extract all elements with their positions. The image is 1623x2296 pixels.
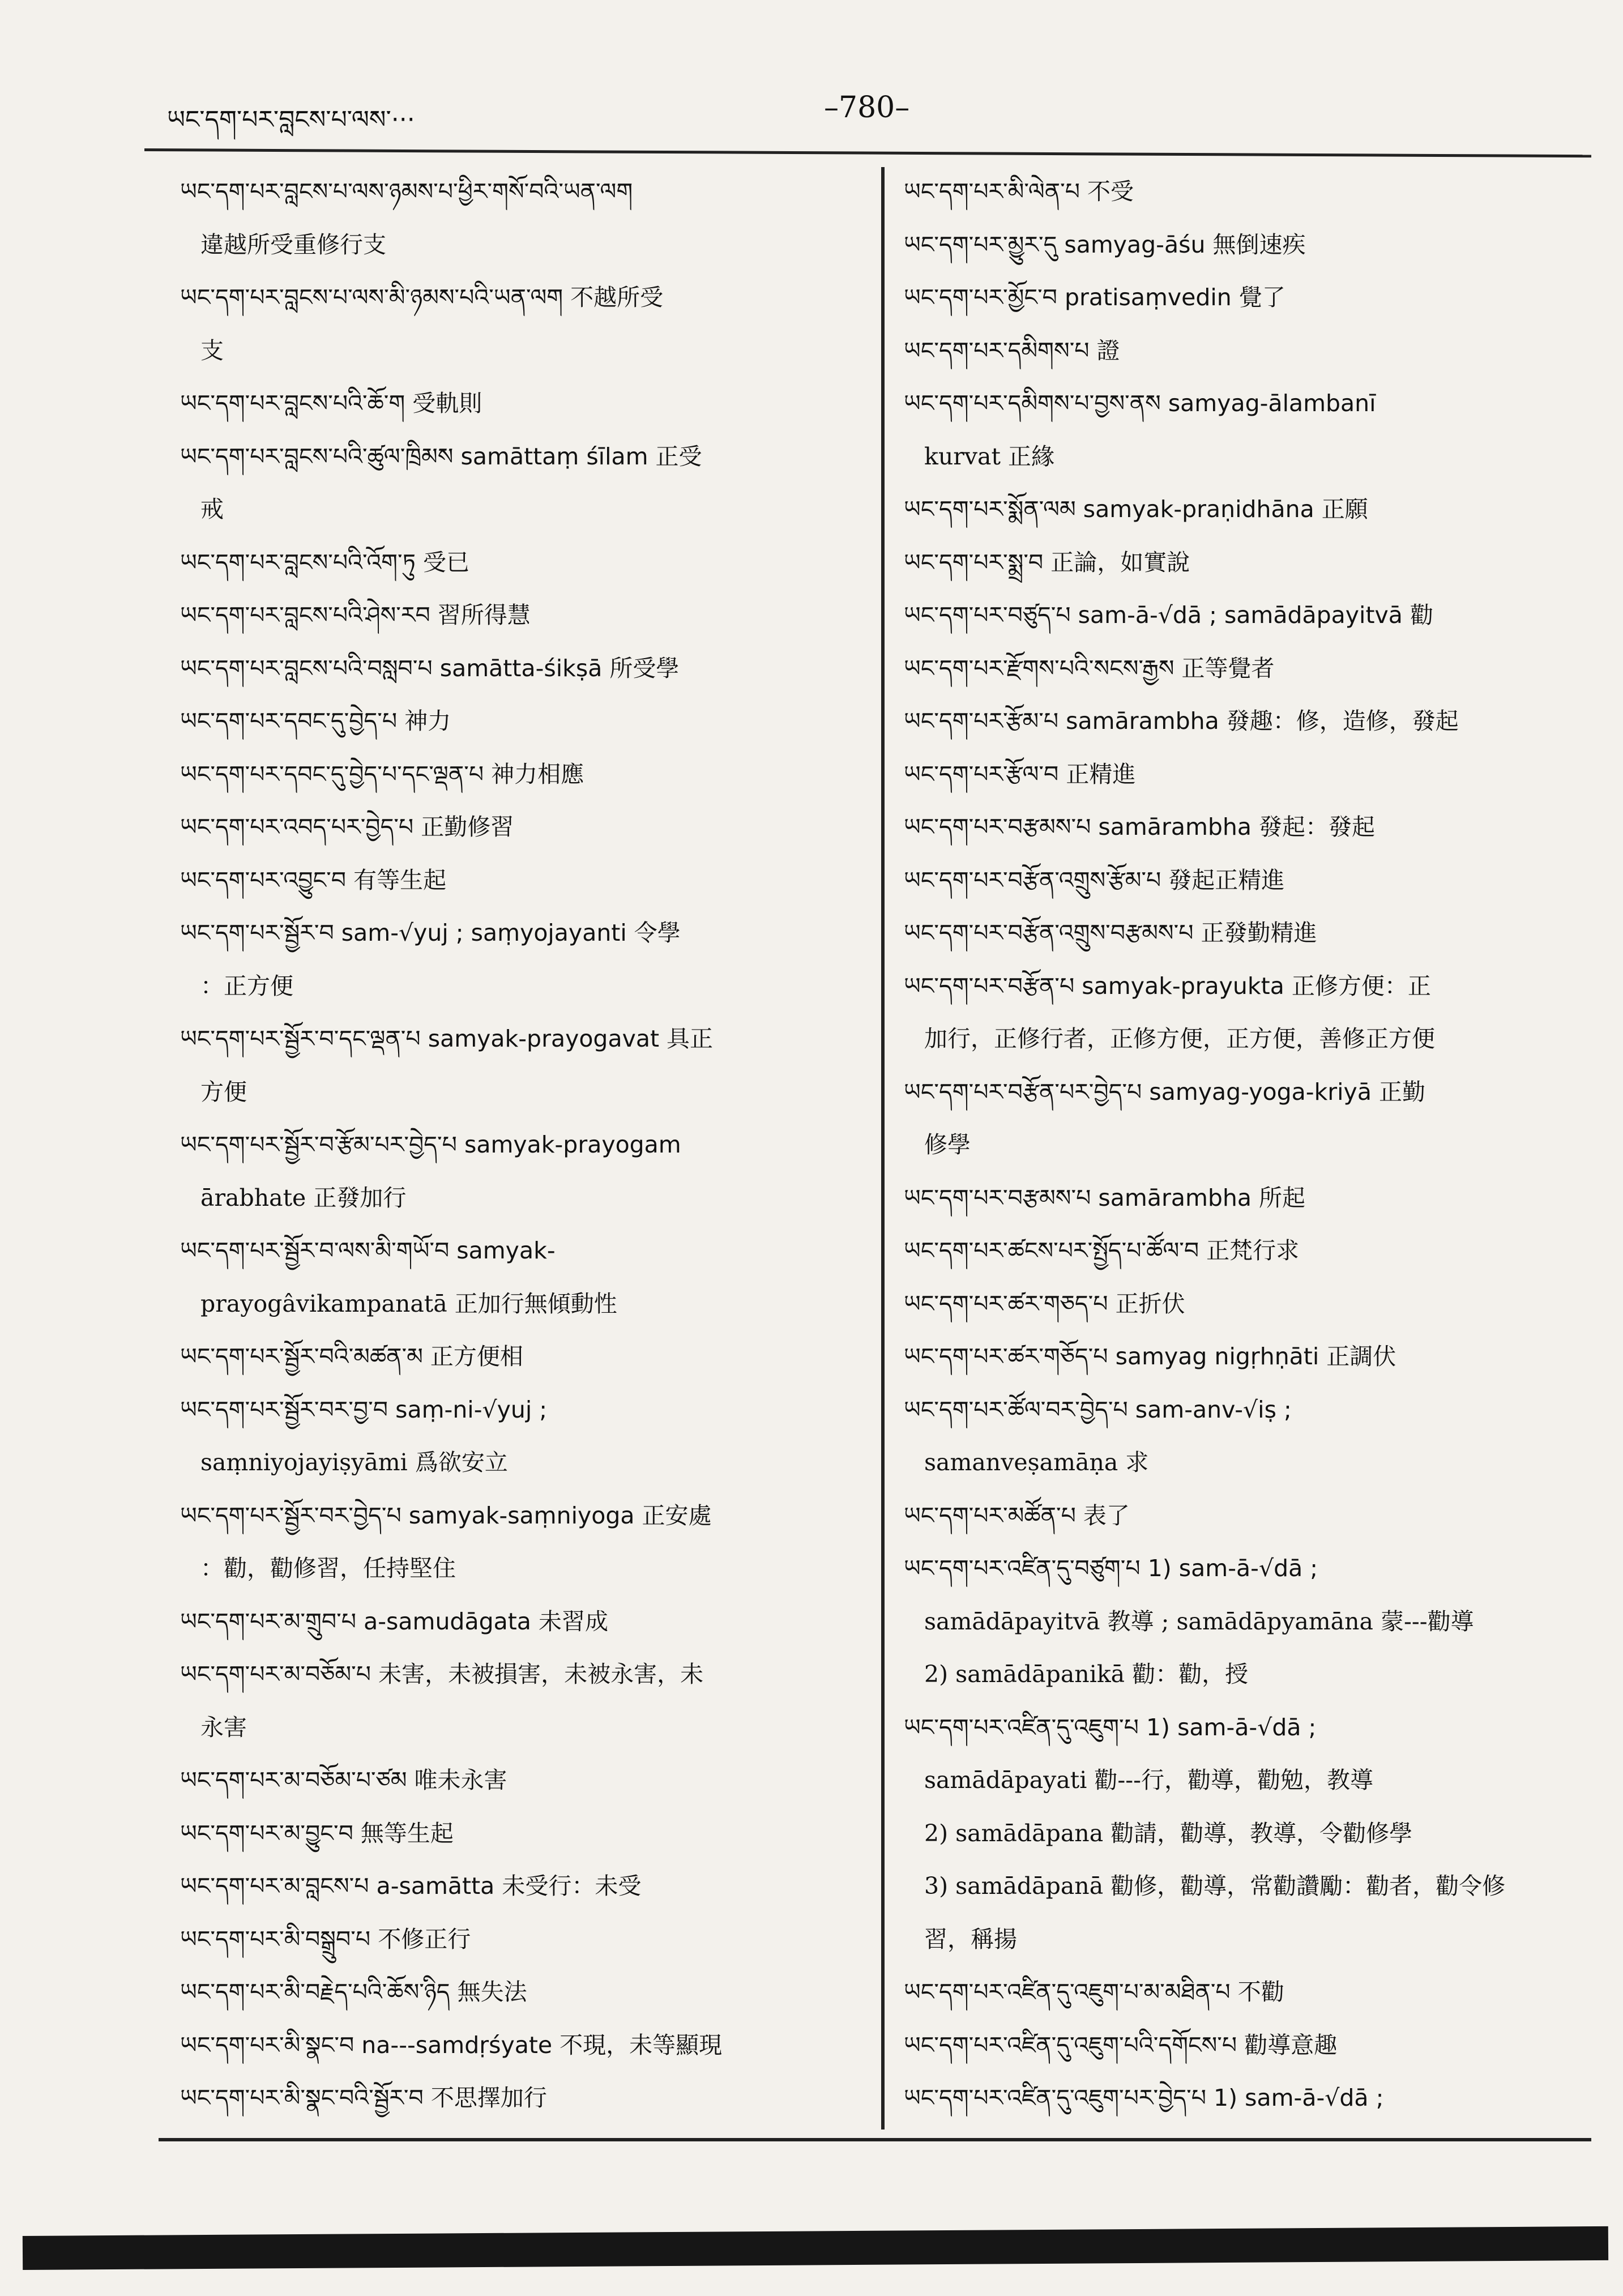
entry-headword-line: ཡང་དག་པར་འཛིན་དུ་འཇུག་པ་མ་མཐིན་པ 不勸	[904, 1978, 1284, 2005]
dictionary-entry	[180, 1224, 877, 1330]
dictionary-entry	[180, 695, 877, 748]
entry-headword-line: ཡང་དག་པར་འཛིན་དུ་བཙུག་པ 1) sam-ā-√dā ;	[904, 1555, 1318, 1582]
dictionary-entry	[904, 1490, 1589, 1543]
entry-headword-line: ཡང་དག་པར་རྫོགས་པའི་སངས་རྒྱས 正等覺者	[904, 654, 1275, 682]
entry-headword-line: ཡང་དག་པར་མ་བླངས་པ a-samātta 未受行：未受	[180, 1872, 642, 1900]
entry-headword-line: ཡང་དག་པར་བརྩམས་པ samārambha 所起	[904, 1184, 1306, 1211]
entry-headword-line: ཡང་དག་པར་སྦྱོར་བ་རྩོམ་པར་བྱེད་པ samyak-prayogam	[180, 1131, 681, 1158]
entry-headword-line: ཡང་དག་པར་སྦྱོར་བར་བྱ་བ saṃ-ni-√yuj ;	[180, 1395, 548, 1423]
entry-headword-line: ཡང་དག་པར་སྨྲ་བ 正論，如實說	[904, 548, 1190, 576]
entry-headword-line: ཡང་དག་པར་མི་བསྒྲུབ་པ 不修正行	[180, 1925, 471, 1953]
dictionary-entry	[904, 695, 1589, 748]
dictionary-entry	[904, 748, 1589, 801]
entry-continuation-line: kurvat 正緣	[924, 442, 1054, 470]
entry-headword-line: ཡང་དག་པར་མ་བཅོམ་པ་ཙམ 唯未永害	[180, 1766, 507, 1794]
dictionary-entry	[180, 1330, 877, 1384]
entry-headword-line: ཡང་དག་པར་དབང་དུ་བྱེད་པ་དང་ལྡན་པ 神力相應	[180, 760, 584, 788]
dictionary-entry	[180, 2019, 877, 2072]
entry-continuation-line: saṃniyojayiṣyāmi 爲欲安立	[200, 1449, 508, 1476]
entry-headword-line: ཡང་དག་པར་མ་བྱུང་བ 無等生起	[180, 1819, 454, 1847]
entry-continuation-line: 習，稱揚	[924, 1925, 1017, 1953]
entry-headword-line: ཡང་དག་པར་མ་བཅོམ་པ 未害，未被損害，未被永害，未	[180, 1661, 704, 1688]
entry-headword-line: ཡང་དག་པར་མི་སྣང་བ na---samdṛśyate 不現，未等顯現	[180, 2031, 723, 2059]
running-header: ཡང་དག་པར་བླངས་པ་ལས་···	[167, 105, 415, 134]
left-column	[180, 165, 877, 2125]
entry-continuation-line: ：勸，勸修習，任持堅住	[200, 1555, 456, 1582]
entry-continuation-line: samādāpayati 勸---行，勸導，勸勉，教導	[924, 1766, 1373, 1794]
dictionary-entry	[904, 483, 1589, 536]
dictionary-entry	[904, 1542, 1589, 1701]
entry-headword-line: ཡང་དག་པར་འབྱུང་བ 有等生起	[180, 866, 447, 894]
dictionary-entry	[180, 536, 877, 590]
entry-headword-line: ཡང་དག་པར་སྦྱོར་བ sam-√yuj ; saṃyojayanti 令學	[180, 919, 681, 946]
entry-continuation-line: ārabhate 正發加行	[200, 1184, 407, 1211]
entry-headword-line: ཡང་དག་པར་བླངས་པ་ལས་ཉམས་པ་ཕྱིར་གསོ་བའི་ཡན་ལག	[180, 178, 633, 205]
entry-headword-line: ཡང་དག་པར་རྩོལ་བ 正精進	[904, 760, 1136, 788]
dictionary-entry	[904, 907, 1589, 960]
entry-continuation-line: 違越所受重修行支	[200, 231, 386, 258]
dictionary-entry	[180, 642, 877, 695]
dictionary-entry	[180, 377, 877, 430]
dictionary-entry	[180, 801, 877, 854]
dictionary-entry	[904, 801, 1589, 854]
entry-headword-line: ཡང་དག་པར་མ་གྲུབ་པ a-samudāgata 未習成	[180, 1607, 608, 1635]
entry-headword-line: ཡང་དག་པར་བརྩོན་འགྲུས་བརྩམས་པ 正發勤精進	[904, 919, 1317, 946]
dictionary-entry	[904, 2072, 1589, 2125]
dictionary-entry	[180, 589, 877, 642]
entry-headword-line: ཡང་དག་པར་ཚར་གཅད་པ 正折伏	[904, 1290, 1185, 1317]
dictionary-entry	[904, 589, 1589, 642]
column-divider	[881, 167, 885, 2129]
dictionary-entry	[180, 271, 877, 377]
entry-headword-line: ཡང་དག་པར་སྨོན་ལམ samyak-praṇidhāna 正願	[904, 496, 1368, 523]
dictionary-entry	[180, 1595, 877, 1649]
footer-rule	[159, 2138, 1591, 2141]
entry-headword-line: ཡང་དག་པར་བླངས་པའི་བསླབ་པ samātta-śikṣā 所受學	[180, 654, 680, 682]
dictionary-entry	[904, 854, 1589, 907]
entry-continuation-line: samādāpayitvā 教導 ; samādāpyamāna 蒙---勸導	[924, 1607, 1474, 1635]
entry-headword-line: ཡང་དག་པར་བརྩོན་པ samyak-prayukta 正修方便：正	[904, 972, 1431, 1000]
entry-headword-line: ཡང་དག་པར་མི་ལེན་པ 不受	[904, 178, 1134, 205]
page-number: –780–	[824, 91, 910, 125]
dictionary-entry	[180, 1384, 877, 1490]
dictionary-entry	[904, 165, 1589, 219]
entry-headword-line: ཡང་དག་པར་བླངས་པའི་ཆོ་ག 受軌則	[180, 390, 482, 417]
dictionary-entry	[180, 748, 877, 801]
dictionary-entry	[180, 907, 877, 1013]
dictionary-entry	[904, 271, 1589, 325]
entry-headword-line: ཡང་དག་པར་འཛིན་དུ་འཇུག་པ 1) sam-ā-√dā ;	[904, 1713, 1317, 1741]
entry-continuation-line: ：正方便	[200, 972, 293, 1000]
dictionary-entry	[180, 1860, 877, 1913]
entry-headword-line: ཡང་དག་པར་བརྩོན་པར་བྱེད་པ samyag-yoga-kriyā 正勤	[904, 1078, 1425, 1106]
dictionary-entry	[904, 1172, 1589, 1225]
entry-headword-line: ཡང་དག་པར་བཙུད་པ sam-ā-√dā ; samādāpayitvā 勸	[904, 601, 1433, 629]
entry-headword-line: ཡང་དག་པར་མཚོན་པ 表了	[904, 1501, 1130, 1529]
entry-headword-line: ཡང་དག་པར་བླངས་པ་ལས་མི་ཉམས་པའི་ཡན་ལག 不越所受	[180, 284, 664, 311]
entry-headword-line: ཡང་དག་པར་ཚངས་པར་སྤྱོད་པ་ཚོལ་བ 正梵行求	[904, 1237, 1300, 1264]
dictionary-entry	[904, 1701, 1589, 1966]
entry-continuation-line: prayogâvikampanatā 正加行無傾動性	[200, 1290, 617, 1317]
entry-headword-line: ཡང་དག་པར་མྱུར་དུ samyag-āśu 無倒速疾	[904, 231, 1306, 258]
entry-continuation-line: 戒	[200, 496, 224, 523]
entry-headword-line: ཡང་དག་པར་བླངས་པའི་ཤེས་རབ 習所得慧	[180, 601, 531, 629]
dictionary-entry	[180, 1013, 877, 1119]
right-column	[904, 165, 1589, 2125]
entry-headword-line: ཡང་དག་པར་བརྩོན་འགྲུས་རྩོམ་པ 發起正精進	[904, 866, 1285, 894]
entry-continuation-line: 2) samādāpana 勸請，勸導，教導，令勸修學	[924, 1819, 1413, 1847]
entry-headword-line: ཡང་དག་པར་ཚོལ་བར་བྱེད་པ sam-anv-√iṣ ;	[904, 1395, 1292, 1423]
dictionary-entry	[904, 1224, 1589, 1278]
dictionary-entry	[180, 165, 877, 271]
entry-headword-line: ཡང་དག་པར་མྱོང་བ pratisaṃvedin 覺了	[904, 284, 1285, 311]
entry-headword-line: ཡང་དག་པར་སྦྱོར་བ་དང་ལྡན་པ samyak-prayogavat 具正	[180, 1025, 714, 1052]
dictionary-entry	[904, 642, 1589, 695]
entry-headword-line: ཡང་དག་པར་མི་སྣང་བའི་སྦྱོར་བ 不思擇加行	[180, 2084, 547, 2111]
entry-continuation-line: 支	[200, 336, 224, 364]
entry-headword-line: ཡང་དག་པར་མི་བརྗེད་པའི་ཆོས་ཉིད 無失法	[180, 1978, 527, 2005]
dictionary-entry	[904, 960, 1589, 1066]
entry-headword-line: ཡང་དག་པར་སྦྱོར་བ་ལས་མི་གཡོ་བ samyak-	[180, 1237, 556, 1264]
dictionary-entry	[180, 1754, 877, 1807]
dictionary-entry	[180, 854, 877, 907]
entry-continuation-line: 3) samādāpanā 勸修，勸導，常勸讚勵：勸者，勸令修	[924, 1872, 1506, 1900]
entry-headword-line: ཡང་དག་པར་དབང་དུ་བྱེད་པ 神力	[180, 707, 451, 735]
dictionary-entry	[180, 1807, 877, 1860]
entry-headword-line: ཡང་དག་པར་དམིགས་པ 證	[904, 336, 1120, 364]
entry-continuation-line: 方便	[200, 1078, 247, 1106]
entry-headword-line: ཡང་དག་པར་འབད་པར་བྱེད་པ 正勤修習	[180, 813, 514, 840]
dictionary-entry	[180, 1490, 877, 1595]
entry-headword-line: ཡང་དག་པར་སྦྱོར་བའི་མཚན་མ 正方便相	[180, 1343, 523, 1370]
entry-headword-line: ཡང་དག་པར་འཛིན་དུ་འཇུག་པའི་དགོངས་པ 勸導意趣	[904, 2031, 1338, 2059]
dictionary-entry	[180, 2072, 877, 2125]
entry-headword-line: ཡང་དག་པར་འཛིན་དུ་འཇུག་པར་བྱེད་པ 1) sam-ā-√dā ;	[904, 2084, 1384, 2111]
entry-continuation-line: 加行，正修行者，正修方便，正方便，善修正方便	[924, 1025, 1435, 1052]
dictionary-entry	[904, 1066, 1589, 1172]
entry-headword-line: ཡང་དག་པར་བླངས་པའི་འོག་ཏུ 受已	[180, 548, 469, 576]
entry-continuation-line: 修學	[924, 1131, 971, 1158]
entry-continuation-line: 永害	[200, 1713, 247, 1741]
entry-continuation-line: samanveṣamāṇa 求	[924, 1449, 1149, 1476]
entry-headword-line: ཡང་དག་པར་ཚར་གཅོད་པ samyag nigṛhṇāti 正調伏	[904, 1343, 1396, 1370]
dictionary-entry	[904, 219, 1589, 272]
dictionary-entry	[904, 377, 1589, 483]
entry-headword-line: ཡང་དག་པར་བརྩམས་པ samārambha 發起：發起	[904, 813, 1376, 840]
dictionary-entry	[904, 1384, 1589, 1490]
entry-headword-line: ཡང་དག་པར་སྦྱོར་བར་བྱེད་པ samyak-saṃniyoga 正安處	[180, 1501, 712, 1529]
dictionary-entry	[180, 1966, 877, 2019]
dictionary-entry	[904, 1966, 1589, 2019]
entry-continuation-line: 2) samādāpanikā 勸：勸，授	[924, 1661, 1249, 1688]
dictionary-entry	[180, 430, 877, 536]
dictionary-entry	[180, 1913, 877, 1966]
dictionary-entry	[904, 325, 1589, 378]
scan-edge-band	[23, 2226, 1608, 2270]
dictionary-entry	[180, 1648, 877, 1754]
dictionary-entry	[904, 1278, 1589, 1331]
dictionary-entry	[904, 2019, 1589, 2072]
entry-headword-line: ཡང་དག་པར་རྩོམ་པ samārambha 發趣：修，造修，發起	[904, 707, 1459, 735]
entry-headword-line: ཡང་དག་པར་བླངས་པའི་ཚུལ་ཁྲིམས samāttaṃ śīlam 正受	[180, 442, 702, 470]
dictionary-entry	[180, 1119, 877, 1224]
entry-headword-line: ཡང་དག་པར་དམིགས་པ་བྱས་ནས samyag-ālambanī	[904, 390, 1376, 417]
dictionary-entry	[904, 536, 1589, 590]
dictionary-entry	[904, 1330, 1589, 1384]
